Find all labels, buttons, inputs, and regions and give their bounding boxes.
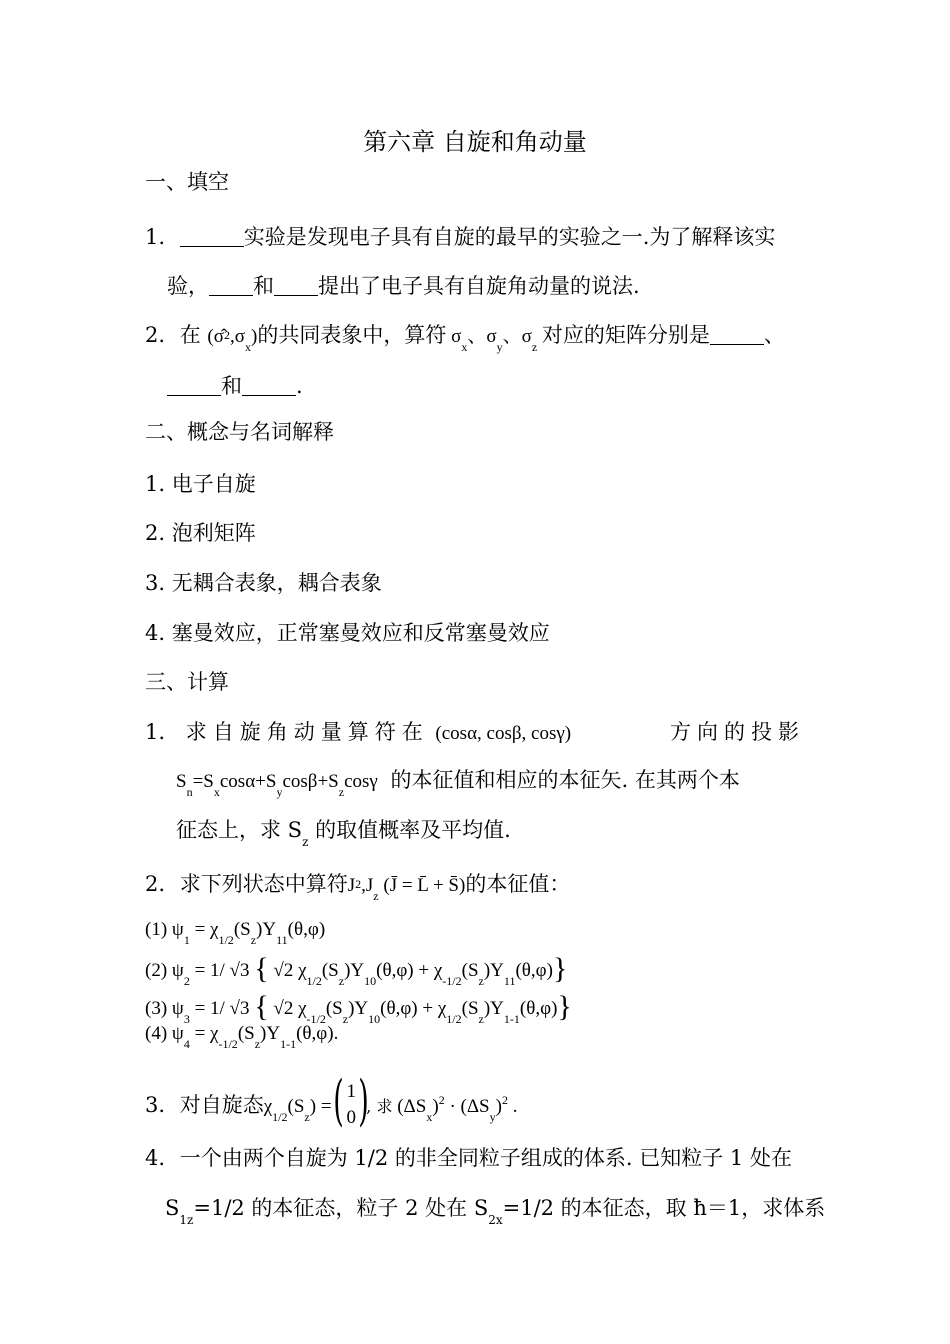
- question-text: 一个由两个自旋为 1/2 的非全同粒子组成的体系. 已知粒子 1 处在: [179, 1146, 792, 1170]
- fill-question-1-line-1: [145, 226, 775, 248]
- question-text: =1/2 的本征态，取 ħ＝1，求体系: [502, 1196, 826, 1220]
- question-text: .: [296, 374, 303, 398]
- calc-question-4-line-2: $S_{1z}=1/2$ 的本征态，粒子 2 处在 $S_{2x}=1/2$ 的本征态，取 ħ＝1，求体系: [165, 1196, 826, 1227]
- question-text: 对自旋态: [179, 1093, 264, 1117]
- state-psi-4: (4) $\psi_4 = \chi_{-1/2}(S_z)Y_{1-1}(\theta,\varphi)$.: [145, 1023, 339, 1051]
- question-text: 求自旋角动量算符在: [185, 720, 429, 744]
- question-text: , 求: [366, 1097, 393, 1116]
- uncertainty-product: $(\Delta S_x)^2 \cdot (\Delta S_y)^2$ .: [392, 1093, 518, 1124]
- question-text: 的取值概率及平均值.: [315, 818, 511, 842]
- question-text: 实验是发现电子具有自旋的最早的实验之一.为了解释该实: [243, 225, 776, 249]
- question-text: 提出了电子具有自旋角动量的说法.: [318, 274, 640, 298]
- section-heading-fill-blank: 一、填空: [145, 170, 229, 194]
- question-text: S: [165, 1196, 180, 1220]
- separator: 、: [763, 323, 785, 347]
- projection-formula: $S_n=S_x\cos\alpha+S_y\cos\beta+S_z\cos\gamma$: [176, 771, 378, 799]
- answer-blank: [274, 275, 318, 296]
- calc-question-1-line-2: [176, 768, 740, 799]
- page-title: 第六章 自旋和角动量: [363, 128, 587, 156]
- question-number: 1.: [145, 720, 166, 744]
- question-text: 的本征值：: [465, 872, 571, 896]
- question-text: 和: [221, 374, 242, 398]
- fill-question-2-line-2: [167, 375, 303, 397]
- state-psi-1: (1) $\psi_1 = \chi_{1/2}(S_z)Y_{11}(\theta,\varphi)$: [145, 919, 326, 947]
- concept-item: 3. 无耦合表象，耦合表象: [145, 571, 382, 595]
- question-text: 方向的投影: [670, 720, 805, 744]
- fill-question-2-line-1: [145, 323, 785, 354]
- spin-state-formula: $\chi_{1/2}(S_z)$ =: [263, 1096, 337, 1124]
- question-text: 求下列状态中算符: [179, 872, 348, 896]
- calc-question-3: [145, 1069, 518, 1132]
- answer-blank: [710, 324, 764, 345]
- calc-question-4-line-1: [145, 1148, 792, 1169]
- question-text: 的共同表象中，算符: [257, 323, 447, 347]
- section-heading-concepts: 二、概念与名词解释: [145, 420, 334, 444]
- calc-question-2-line-1: [145, 872, 571, 903]
- question-number: 2.: [145, 872, 166, 896]
- question-number: 1.: [145, 225, 166, 249]
- answer-blank: [180, 226, 244, 247]
- question-number: 2.: [145, 323, 166, 347]
- operator-formula: $J2,J_z$ (J̄ = L̄ + S̄): [347, 875, 466, 903]
- answer-blank: [209, 275, 253, 296]
- concept-item: 2. 泡利矩阵: [145, 521, 256, 545]
- question-text: 对应的矩阵分别是: [541, 323, 710, 347]
- calc-question-1-line-1: [145, 722, 805, 743]
- concept-item: 1. 电子自旋: [145, 472, 256, 496]
- question-text: 验，: [167, 274, 209, 298]
- spin-column-vector: ( 1 0 ): [333, 1069, 370, 1132]
- question-text: 在: [179, 323, 201, 347]
- section-heading-calculation: 三、计算: [145, 670, 229, 694]
- question-number: 3.: [145, 1093, 166, 1117]
- question-number: 4.: [145, 1146, 166, 1170]
- question-text: =1/2 的本征态，粒子 2 处在 S: [193, 1196, 489, 1220]
- state-psi-3: (3) $\psi_3 = 1/$ √3 { √2 $\chi_{-1/2}(S_z)Y_{10}(\theta,\varphi) + \chi_{1/2}(S_z)Y_{1-1}(\theta,\varphi)$}: [145, 990, 572, 1026]
- question-text: 和: [253, 274, 274, 298]
- concept-item: 4. 塞曼效应，正常塞曼效应和反常塞曼效应: [145, 621, 550, 645]
- calc-question-1-line-3: 征态上，求 $S_z$ 的取值概率及平均值.: [176, 818, 511, 849]
- state-psi-2: (2) $\psi_2 = 1/$ √3 { √2 $\chi_{1/2}(S_z)Y_{10}(\theta,\varphi) + \chi_{-1/2}(S_z)Y_{11}(\theta,\varphi)$}: [145, 952, 568, 988]
- fill-question-1-line-2: [167, 275, 640, 297]
- answer-blank: [167, 375, 221, 396]
- representation-formula: $(\sigmâ2,\sigma_x)$: [207, 326, 258, 354]
- question-text: 征态上，求 S: [176, 818, 303, 842]
- question-text: 的本征值和相应的本征矢. 在其两个本: [390, 768, 740, 792]
- answer-blank: [242, 375, 296, 396]
- sigma-operators-formula: $\sigma_x$、$\sigma_y$、$\sigma_z$: [446, 326, 538, 354]
- direction-cosines: (cosα, cosβ, cosγ): [435, 723, 572, 744]
